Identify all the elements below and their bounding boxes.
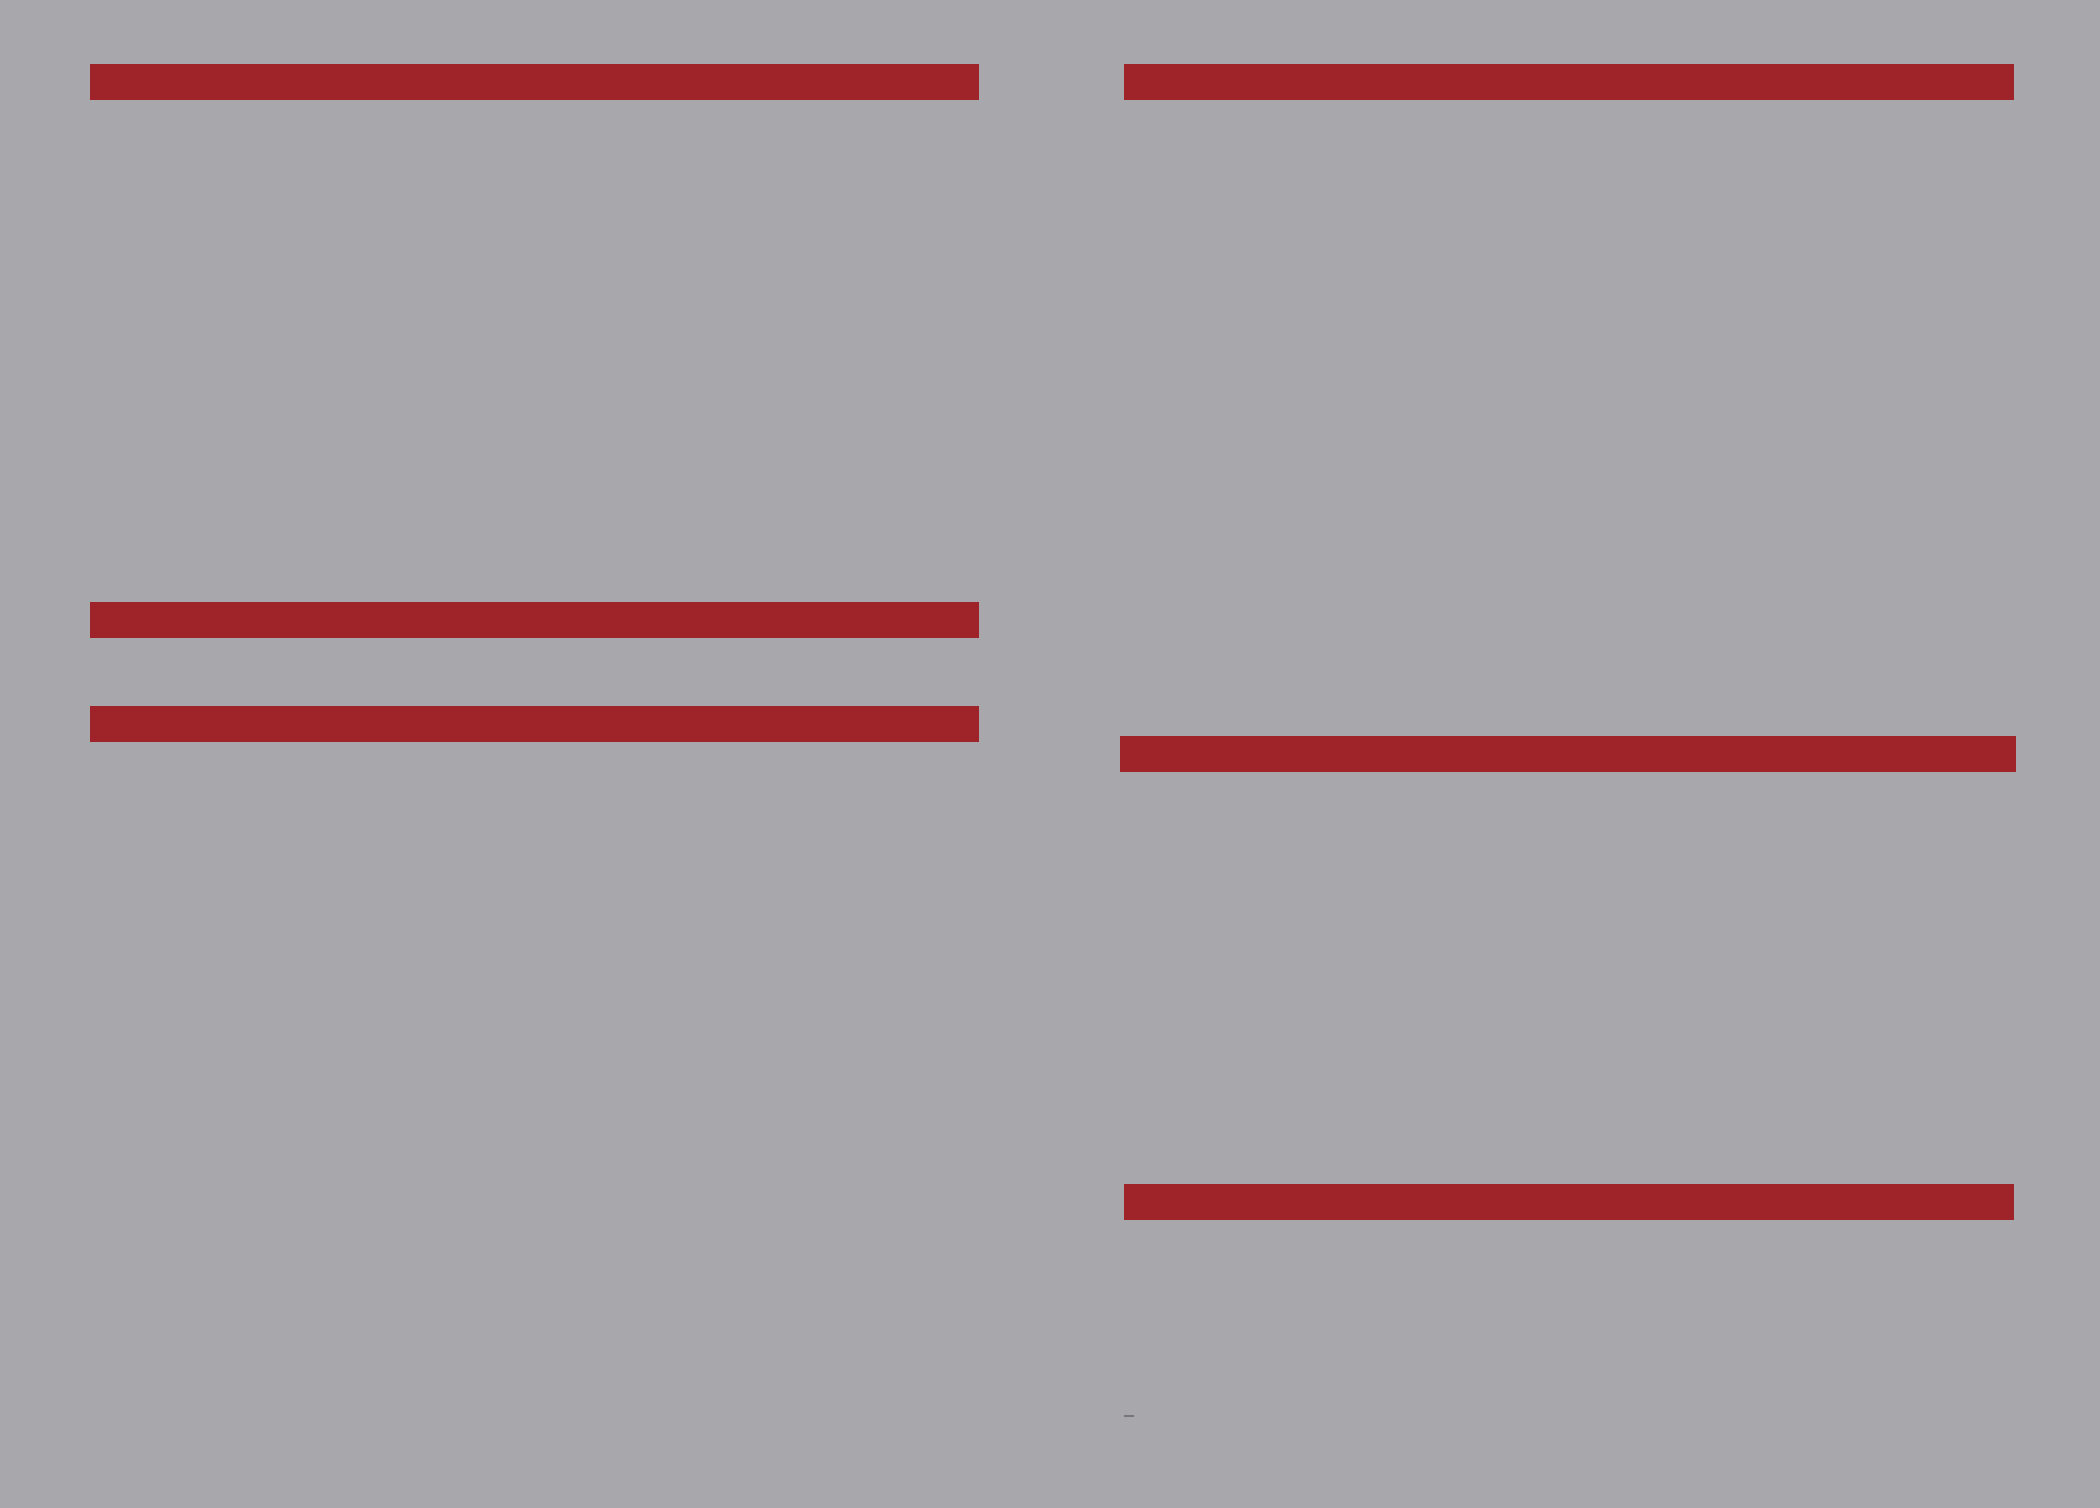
service-charge-note xyxy=(1124,1415,1134,1417)
pizze-header xyxy=(1124,64,2014,100)
insalatone-header xyxy=(1124,1184,2014,1220)
secondi-header xyxy=(1120,736,2016,772)
antipasti-header xyxy=(90,64,979,100)
zuppe-header xyxy=(90,602,979,638)
pasta-header xyxy=(90,706,979,742)
service-notes xyxy=(1124,1404,1134,1438)
zuppe-items xyxy=(106,646,976,696)
